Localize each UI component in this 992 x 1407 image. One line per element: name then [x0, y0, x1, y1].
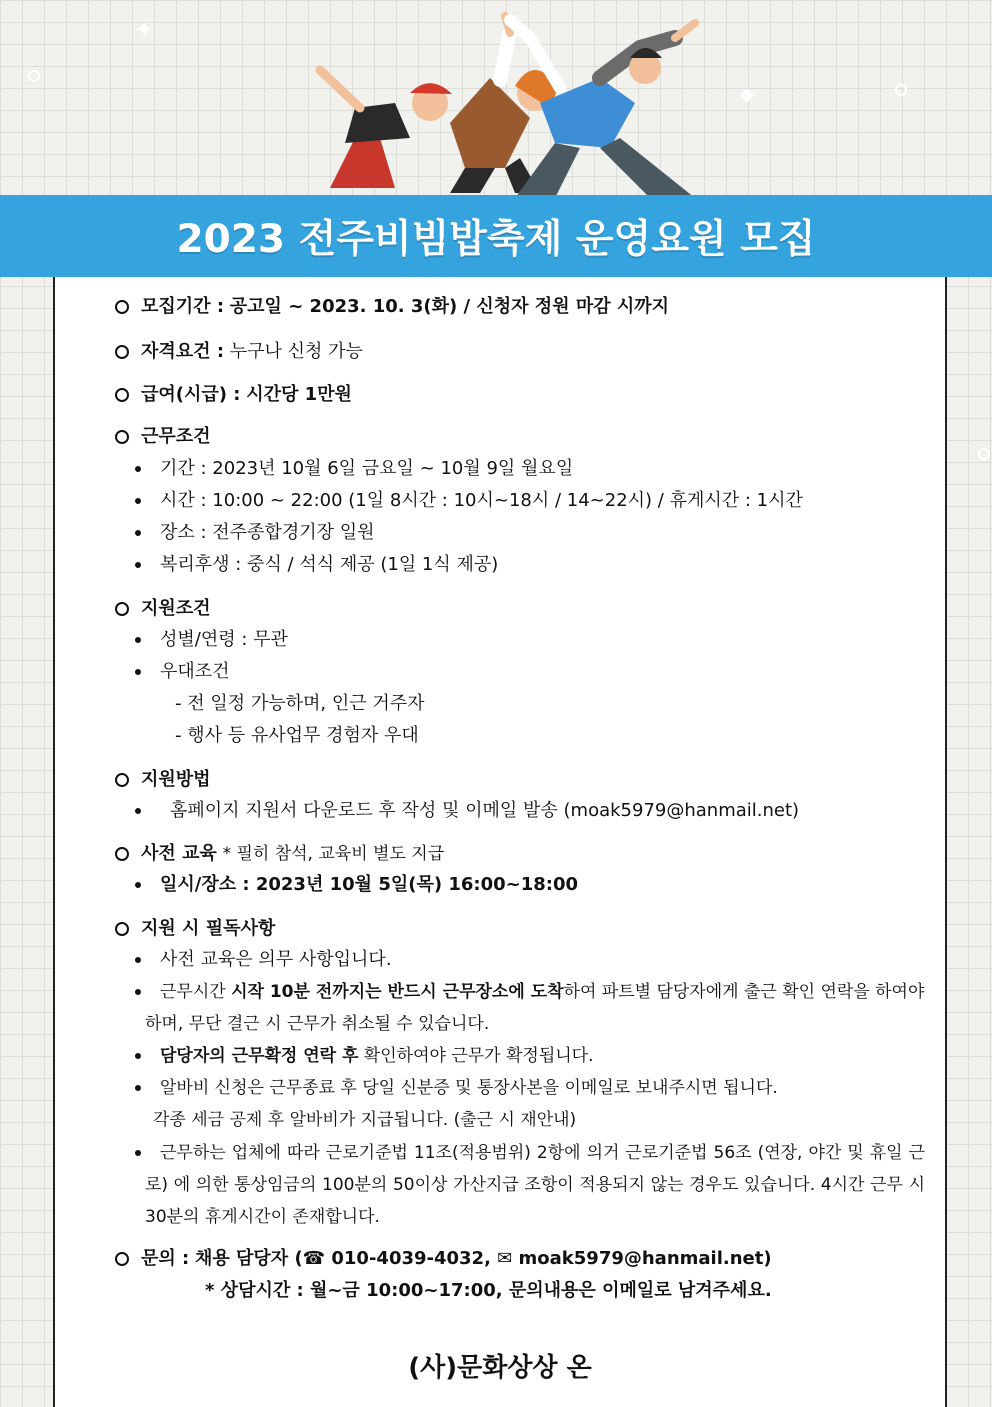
apply-method-text: 홈페이지 지원서 다운로드 후 작성 및 이메일 발송 (moak5979@hanmail.net)	[170, 800, 800, 821]
preference: 우대조건	[160, 661, 230, 682]
must-read-4-line2: 각종 세금 공제 후 알바비가 지급됩니다. (출근 시 재안내)	[153, 1110, 577, 1130]
pay-value: 시간당 1만원	[246, 384, 352, 405]
list-item-continued	[153, 1104, 933, 1136]
circle-bullet-icon	[115, 430, 129, 444]
recruit-period-label: 모집기간 :	[141, 296, 225, 317]
circle-bullet-icon	[115, 388, 129, 402]
circle-bullet-icon	[115, 922, 129, 936]
must-read-3-bold: 담당자의 근무확정 연락 후	[160, 1046, 359, 1066]
list-item	[115, 660, 230, 684]
list-item	[115, 948, 392, 972]
must-read-1: 사전 교육은 의무 사항입니다.	[160, 949, 392, 970]
section-work-conditions	[115, 425, 211, 449]
list-item	[115, 489, 803, 513]
circle-bullet-icon	[115, 602, 129, 616]
contact-value: 채용 담당자 (☎ 010-4039-4032, ✉ moak5979@hanmail.net)	[194, 1248, 772, 1269]
section-apply-conditions	[115, 597, 211, 621]
circle-bullet-icon	[115, 345, 129, 359]
qualification-label: 자격요건 :	[141, 341, 225, 362]
gender-age: 성별/연령 : 무관	[160, 629, 288, 650]
list-item	[115, 628, 288, 652]
sub-item	[175, 724, 419, 748]
list-item	[145, 976, 925, 1040]
list-item	[145, 1137, 925, 1233]
must-read-3-post: 확인하여야 근무가 확정됩니다.	[358, 1046, 594, 1066]
work-benefits: 복리후생 : 중식 / 석식 제공 (1일 1식 제공)	[160, 554, 499, 575]
qualification-value: 누구나 신청 가능	[229, 341, 363, 362]
pre-training-datetime: 일시/장소 : 2023년 10월 5일(목) 16:00~18:00	[160, 874, 579, 895]
list-item	[145, 1040, 925, 1072]
must-read-2-pre: 근무시간	[160, 982, 232, 1002]
section-recruit-period	[115, 295, 669, 319]
contact-label: 문의 :	[141, 1248, 190, 1269]
circle-bullet-icon	[115, 773, 129, 787]
page-title: 2023 전주비빔밥축제 운영요원 모집	[176, 217, 816, 262]
list-item	[115, 553, 498, 577]
circle-bullet-icon	[115, 1252, 129, 1266]
work-place: 장소 : 전주종합경기장 일원	[160, 522, 375, 543]
sparkle-icon: ✦	[135, 18, 154, 43]
preference-2: - 행사 등 유사업무 경험자 우대	[175, 725, 419, 746]
pre-training-heading: 사전 교육	[141, 843, 217, 864]
pay-label: 급여(시급) :	[141, 384, 241, 405]
section-pay	[115, 383, 352, 407]
people-illustration	[300, 8, 720, 198]
preference-1: - 전 일정 가능하며, 인근 거주자	[175, 693, 425, 714]
must-read-5: 근무하는 업체에 따라 근로기준법 11조(적용범위) 2항에 의거 근로기준법 56조 (연장, 야간 및 휴일 근로) 에 의한 통상임금의 100분의 50이상 가산지급 조항이 적용되지 않는 경우도 있습니다. 4시간 근무 시 30분의 휴게시간이 존재합니다.	[145, 1143, 925, 1227]
work-hours: 시간 : 10:00 ~ 22:00 (1일 8시간 : 10시~18시 / 14~22시) / 휴게시간 : 1시간	[160, 490, 803, 511]
work-period: 기간 : 2023년 10월 6일 금요일 ~ 10월 9일 월요일	[160, 458, 574, 479]
pre-training-note: * 필히 참석, 교육비 별도 지급	[222, 844, 445, 864]
contact-hours-text: * 상담시간 : 월~금 10:00~17:00, 문의내용은 이메일로 남겨주세요.	[205, 1280, 772, 1301]
recruit-period-value: 공고일 ~ 2023. 10. 3(화) / 신청자 정원 마감 시까지	[229, 296, 670, 317]
section-must-read	[115, 917, 275, 941]
list-item	[115, 457, 573, 481]
apply-conditions-heading: 지원조건	[141, 598, 211, 619]
section-pre-training	[115, 842, 444, 866]
contact-hours	[205, 1279, 772, 1303]
sub-item	[175, 692, 424, 716]
title-banner	[0, 195, 992, 277]
list-item	[115, 873, 578, 897]
must-read-heading: 지원 시 필독사항	[141, 918, 276, 939]
section-apply-method	[115, 768, 211, 792]
must-read-2-bold: 시작 10분 전까지는 반드시 근무장소에 도착	[231, 982, 564, 1002]
list-item	[145, 1072, 925, 1104]
circle-bullet-icon	[115, 300, 129, 314]
must-read-2-post: 하여 파트별 담당자에게 출근 확인 연락을 하여야 하며, 무단 결근 시 근무가 취소될 수 있습니다.	[145, 982, 925, 1034]
content-card	[53, 277, 947, 1407]
organization-name: (사)문화상상 온	[408, 1353, 592, 1383]
section-contact	[115, 1247, 772, 1271]
section-qualification	[115, 340, 363, 364]
decorative-circle	[28, 70, 40, 82]
list-item	[115, 799, 799, 823]
decorative-circle	[978, 448, 990, 460]
list-item	[115, 521, 375, 545]
sparkle-icon: ◆	[740, 84, 754, 105]
work-conditions-heading: 근무조건	[141, 426, 211, 447]
must-read-4-line1: 알바비 신청은 근무종료 후 당일 신분증 및 통장사본을 이메일로 보내주시면 됩니다.	[160, 1078, 778, 1098]
apply-method-heading: 지원방법	[141, 769, 211, 790]
circle-bullet-icon	[115, 847, 129, 861]
decorative-circle	[895, 84, 907, 96]
